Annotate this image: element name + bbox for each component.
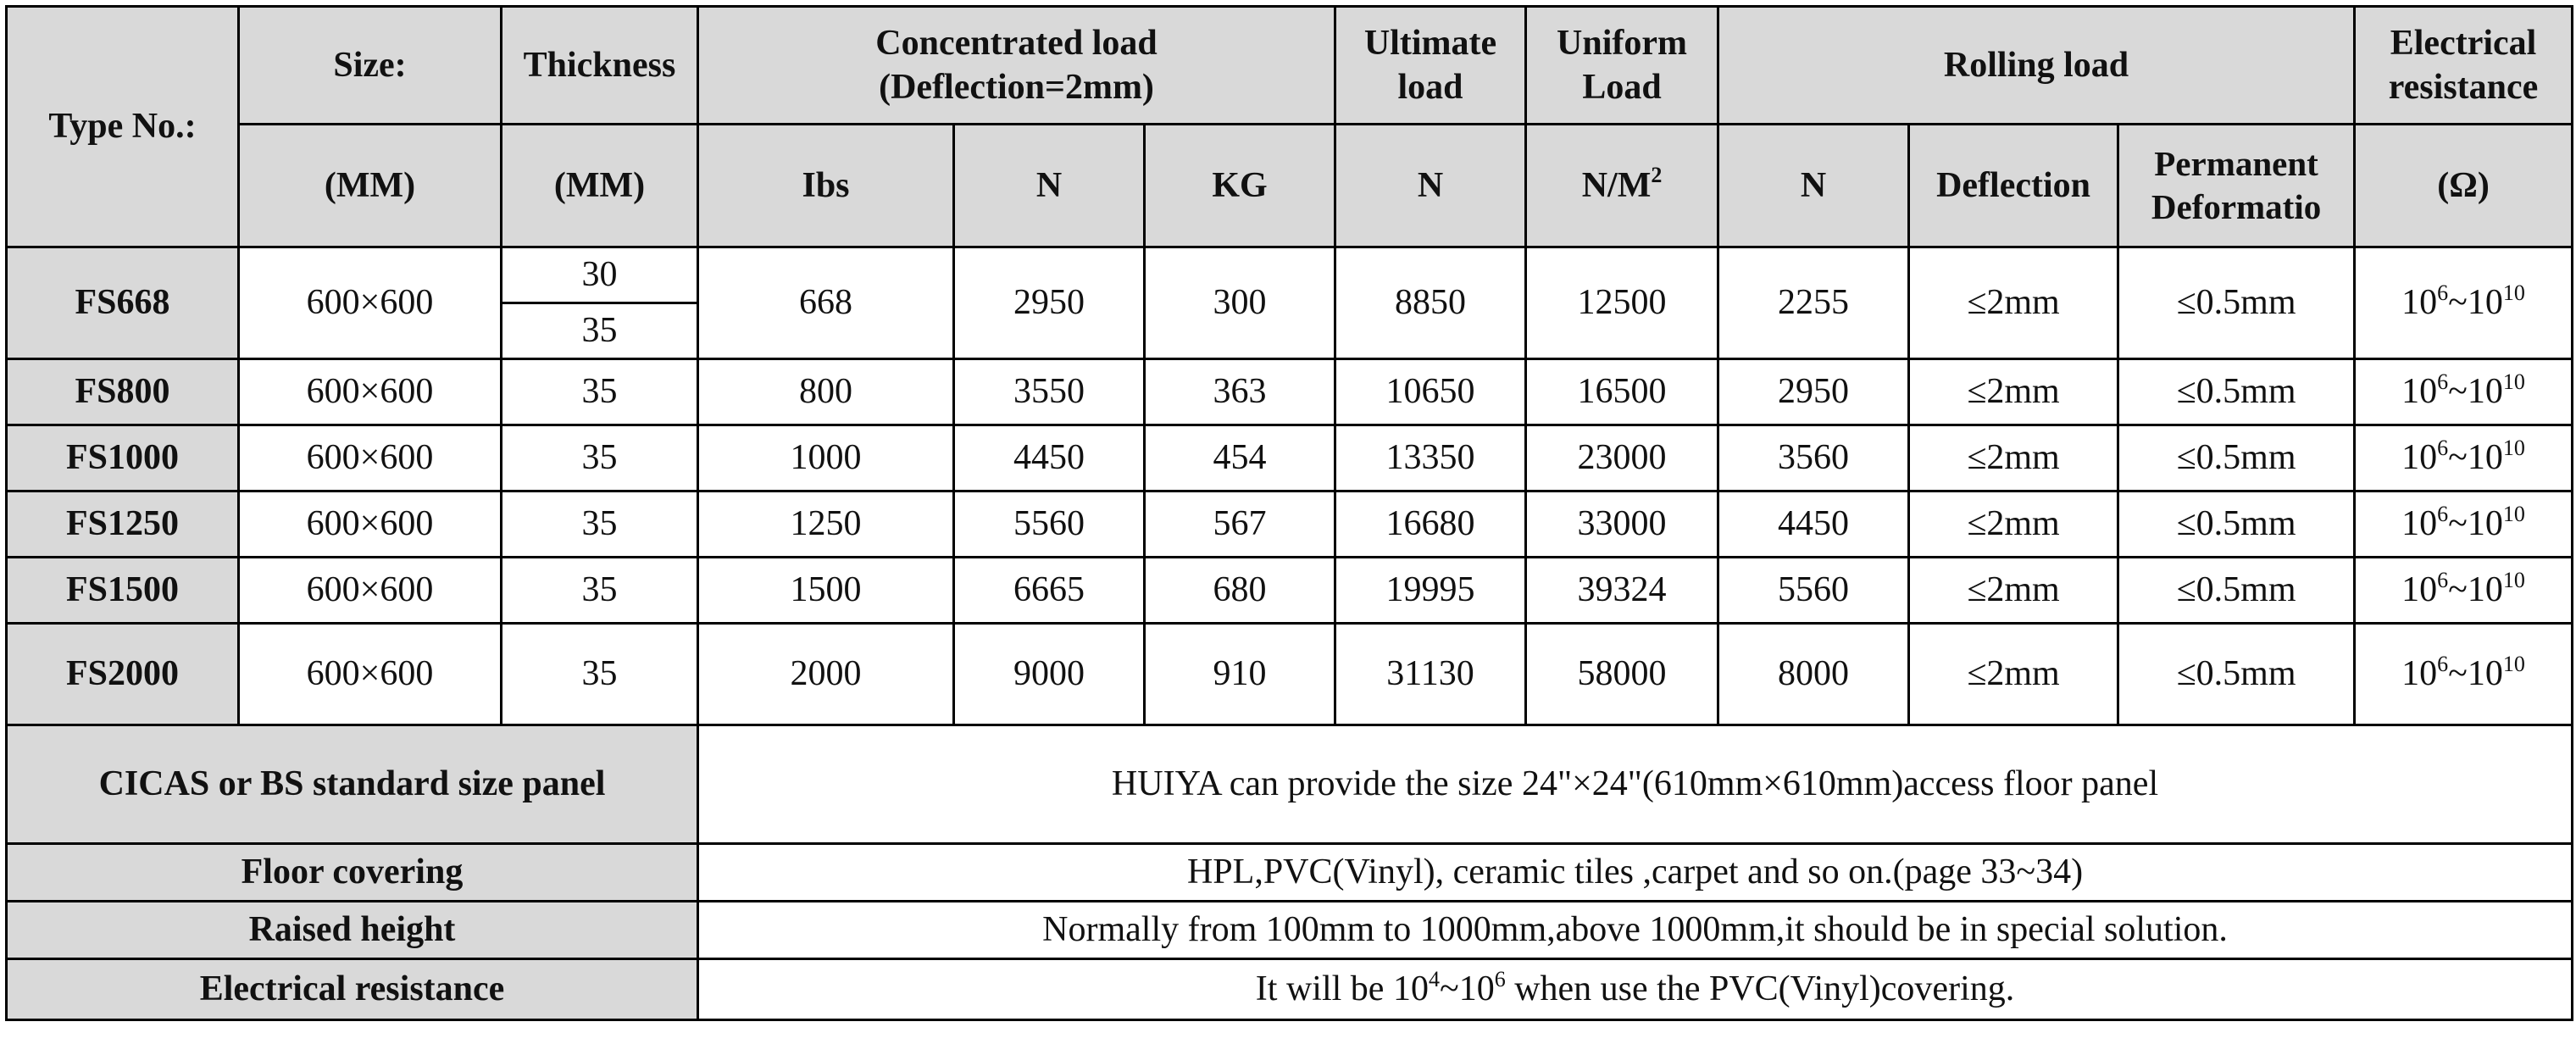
n-cell: 3550 — [954, 359, 1145, 425]
header-permanent-deformation — [2118, 125, 2355, 247]
uniform-cell: 39324 — [1526, 558, 1718, 624]
perm-cell: ≤0.5mm — [2118, 558, 2355, 624]
header-perm-line2: Deformatio — [2151, 187, 2322, 226]
n-cell: 9000 — [954, 624, 1145, 725]
kg-cell: 454 — [1145, 425, 1335, 491]
rolling-n-cell: 5560 — [1718, 558, 1909, 624]
electrical-resistance-text: It will be $10^4\sim 10^6$ when use the PVC(Vinyl)covering. — [698, 959, 2573, 1020]
thickness-cell: 35 — [502, 425, 698, 491]
table-row — [7, 425, 2573, 491]
ultimate-cell: 13350 — [1335, 425, 1526, 491]
kg-cell: 363 — [1145, 359, 1335, 425]
resistance-cell: $10^6\sim 10^{10}$ — [2355, 425, 2573, 491]
thickness-cell: 35 — [502, 558, 698, 624]
header-concentrated-load-line2: (Deflection=2mm) — [879, 68, 1154, 107]
size-cell: 600×600 — [239, 425, 502, 491]
uniform-unit-base: N/M — [1581, 165, 1652, 205]
header-ultimate-load — [1335, 7, 1526, 125]
ultimate-cell: 16680 — [1335, 491, 1526, 558]
header-perm-line1: Permanent — [2154, 143, 2318, 183]
note-row-height — [7, 902, 2573, 959]
header-rolling-deflection: Deflection — [1909, 125, 2118, 247]
kg-cell: 910 — [1145, 624, 1335, 725]
n-cell: 5560 — [954, 491, 1145, 558]
uniform-cell: 12500 — [1526, 247, 1718, 359]
thickness-cell: 35 — [502, 359, 698, 425]
header-conc-n: N — [954, 125, 1145, 247]
electrical-resistance-label: Electrical resistance — [7, 959, 698, 1020]
kg-cell: 567 — [1145, 491, 1335, 558]
deflection-cell: ≤2mm — [1909, 359, 2118, 425]
deflection-cell: ≤2mm — [1909, 491, 2118, 558]
perm-cell: ≤0.5mm — [2118, 425, 2355, 491]
note-row-covering — [7, 844, 2573, 902]
uniform-cell: 58000 — [1526, 624, 1718, 725]
type-cell: FS1250 — [7, 491, 239, 558]
rolling-n-cell: 2950 — [1718, 359, 1909, 425]
header-resistance-unit: (Ω) — [2355, 125, 2573, 247]
uniform-cell: 23000 — [1526, 425, 1718, 491]
lbs-cell: 1250 — [698, 491, 954, 558]
header-size-unit: (MM) — [239, 125, 502, 247]
cicas-text: HUIYA can provide the size 24"×24"(610mm×610mm)access floor panel — [698, 725, 2573, 844]
header-ultimate-line1: Ultimate — [1363, 23, 1497, 63]
spec-table-container — [5, 5, 2571, 1039]
size-cell: 600×600 — [239, 491, 502, 558]
deflection-cell: ≤2mm — [1909, 558, 2118, 624]
floor-panel-spec-table — [5, 5, 2573, 1021]
resistance-cell: $10^6\sim 10^{10}$ — [2355, 491, 2573, 558]
type-cell: FS1500 — [7, 558, 239, 624]
deflection-cell: ≤2mm — [1909, 425, 2118, 491]
size-cell: 600×600 — [239, 558, 502, 624]
header-conc-kg: KG — [1145, 125, 1335, 247]
table-row — [7, 491, 2573, 558]
header-rolling-n: N — [1718, 125, 1909, 247]
lbs-cell: 1500 — [698, 558, 954, 624]
perm-cell: ≤0.5mm — [2118, 359, 2355, 425]
header-uniform-line2: Load — [1582, 68, 1662, 107]
table-row — [7, 359, 2573, 425]
header-resistance-line1: Electrical — [2390, 23, 2537, 63]
perm-cell: ≤0.5mm — [2118, 624, 2355, 725]
header-electrical-resistance — [2355, 7, 2573, 125]
resistance-cell: $10^6\sim 10^{10}$ — [2355, 624, 2573, 725]
header-resistance-line2: resistance — [2388, 68, 2539, 107]
ultimate-cell: 8850 — [1335, 247, 1526, 359]
header-ultimate-line2: load — [1397, 68, 1463, 107]
header-row-2 — [7, 125, 2573, 247]
table-row — [7, 247, 2573, 303]
kg-cell: 680 — [1145, 558, 1335, 624]
lbs-cell: 668 — [698, 247, 954, 359]
ultimate-cell: 19995 — [1335, 558, 1526, 624]
rolling-n-cell: 8000 — [1718, 624, 1909, 725]
type-cell: FS2000 — [7, 624, 239, 725]
resistance-cell: $10^6\sim 10^{10}$ — [2355, 359, 2573, 425]
lbs-cell: 800 — [698, 359, 954, 425]
perm-cell: ≤0.5mm — [2118, 491, 2355, 558]
header-uniform-line1: Uniform — [1557, 23, 1688, 63]
header-uniform-load — [1526, 7, 1718, 125]
table-row — [7, 558, 2573, 624]
n-cell: 4450 — [954, 425, 1145, 491]
header-row-1 — [7, 7, 2573, 125]
rolling-n-cell: 2255 — [1718, 247, 1909, 359]
type-cell: FS1000 — [7, 425, 239, 491]
thickness-cell: 35 — [502, 303, 698, 359]
note-row-cicas — [7, 725, 2573, 844]
uniform-cell: 16500 — [1526, 359, 1718, 425]
rolling-n-cell: 4450 — [1718, 491, 1909, 558]
header-ultimate-unit: N — [1335, 125, 1526, 247]
size-cell: 600×600 — [239, 247, 502, 359]
header-thickness: Thickness — [502, 7, 698, 125]
kg-cell: 300 — [1145, 247, 1335, 359]
rolling-n-cell: 3560 — [1718, 425, 1909, 491]
perm-cell: ≤0.5mm — [2118, 247, 2355, 359]
resistance-cell: $10^6\sim 10^{10}$ — [2355, 247, 2573, 359]
note-row-resistance — [7, 959, 2573, 1020]
header-concentrated-load-line1: Concentrated load — [875, 23, 1158, 63]
raised-height-label: Raised height — [7, 902, 698, 959]
type-cell: FS668 — [7, 247, 239, 359]
header-concentrated-load — [698, 7, 1335, 125]
floor-covering-text: HPL,PVC(Vinyl), ceramic tiles ,carpet and so on.(page 33~34) — [698, 844, 2573, 902]
deflection-cell: ≤2mm — [1909, 624, 2118, 725]
thickness-cell: 30 — [502, 247, 698, 303]
uniform-unit-exponent: 2 — [1651, 163, 1663, 188]
header-conc-lbs: Ibs — [698, 125, 954, 247]
lbs-cell: 1000 — [698, 425, 954, 491]
ultimate-cell: 10650 — [1335, 359, 1526, 425]
thickness-cell: 35 — [502, 624, 698, 725]
ultimate-cell: 31130 — [1335, 624, 1526, 725]
n-cell: 6665 — [954, 558, 1145, 624]
header-size: Size: — [239, 7, 502, 125]
size-cell: 600×600 — [239, 624, 502, 725]
deflection-cell: ≤2mm — [1909, 247, 2118, 359]
size-cell: 600×600 — [239, 359, 502, 425]
uniform-cell: 33000 — [1526, 491, 1718, 558]
header-rolling-load: Rolling load — [1718, 7, 2355, 125]
resistance-cell: $10^6\sim 10^{10}$ — [2355, 558, 2573, 624]
header-type-no: Type No.: — [7, 7, 239, 247]
thickness-cell: 35 — [502, 491, 698, 558]
type-cell: FS800 — [7, 359, 239, 425]
table-row — [7, 624, 2573, 725]
n-cell: 2950 — [954, 247, 1145, 359]
floor-covering-label: Floor covering — [7, 844, 698, 902]
cicas-label: CICAS or BS standard size panel — [7, 725, 698, 844]
header-uniform-unit — [1526, 125, 1718, 247]
header-thickness-unit: (MM) — [502, 125, 698, 247]
raised-height-text: Normally from 100mm to 1000mm,above 1000mm,it should be in special solution. — [698, 902, 2573, 959]
lbs-cell: 2000 — [698, 624, 954, 725]
